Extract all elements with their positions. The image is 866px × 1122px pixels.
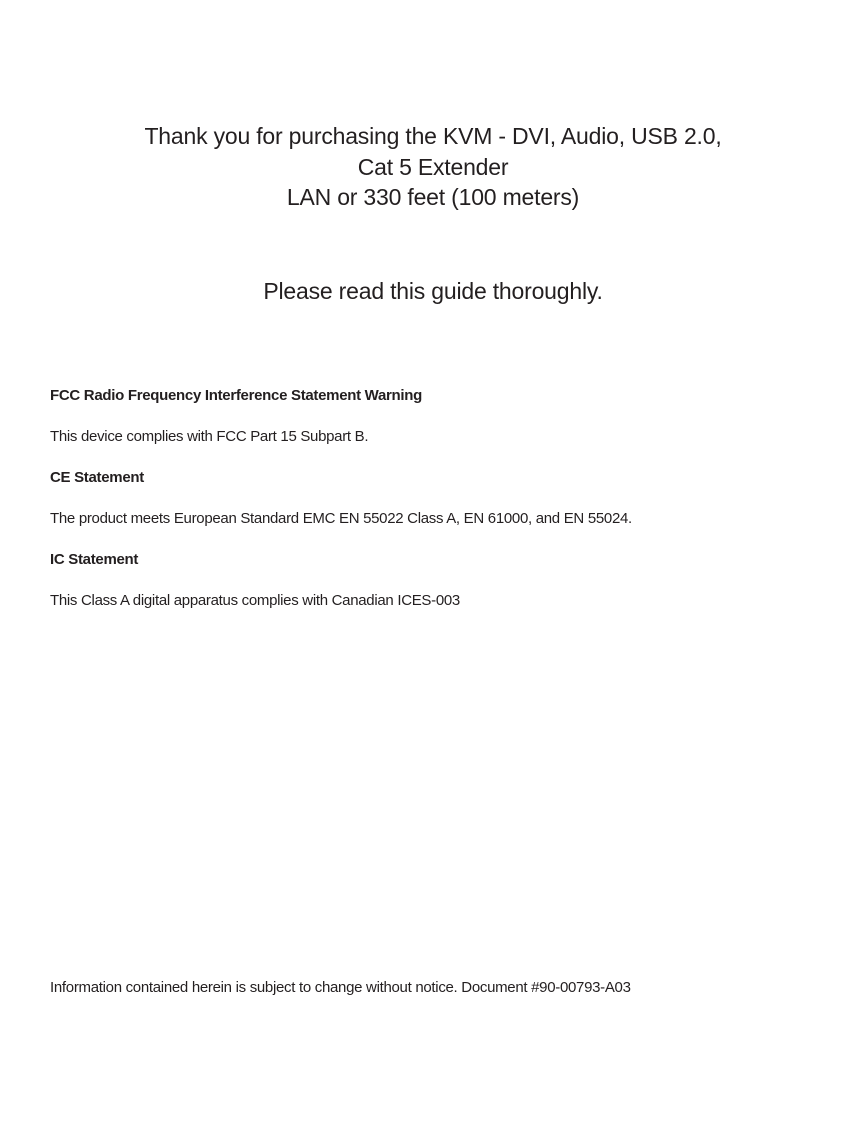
ce-statement-heading: CE Statement bbox=[50, 469, 144, 486]
ic-statement-body: This Class A digital apparatus complies with Canadian ICES-003 bbox=[50, 592, 460, 609]
title-line-product: Thank you for purchasing the KVM - DVI, Audio, USB 2.0, bbox=[144, 123, 722, 149]
read-guide-instruction: Please read this guide thoroughly. bbox=[263, 278, 603, 304]
fcc-statement-heading: FCC Radio Frequency Interference Statement Warning bbox=[50, 387, 423, 404]
compliance-statements bbox=[50, 386, 830, 611]
title-line-range: LAN or 330 feet (100 meters) bbox=[286, 184, 580, 210]
title-line-extender: Cat 5 Extender bbox=[357, 153, 509, 180]
ic-statement-heading: IC Statement bbox=[50, 551, 139, 568]
ce-statement-body: The product meets European Standard EMC EN 55022 Class A, EN 61000, and EN 55024. bbox=[50, 510, 632, 527]
change-notice: Information contained herein is subject to change without notice. Document #90-00793-A03 bbox=[50, 979, 631, 996]
fcc-statement-body: This device complies with FCC Part 15 Subpart B. bbox=[50, 428, 369, 445]
document-title bbox=[0, 121, 866, 213]
